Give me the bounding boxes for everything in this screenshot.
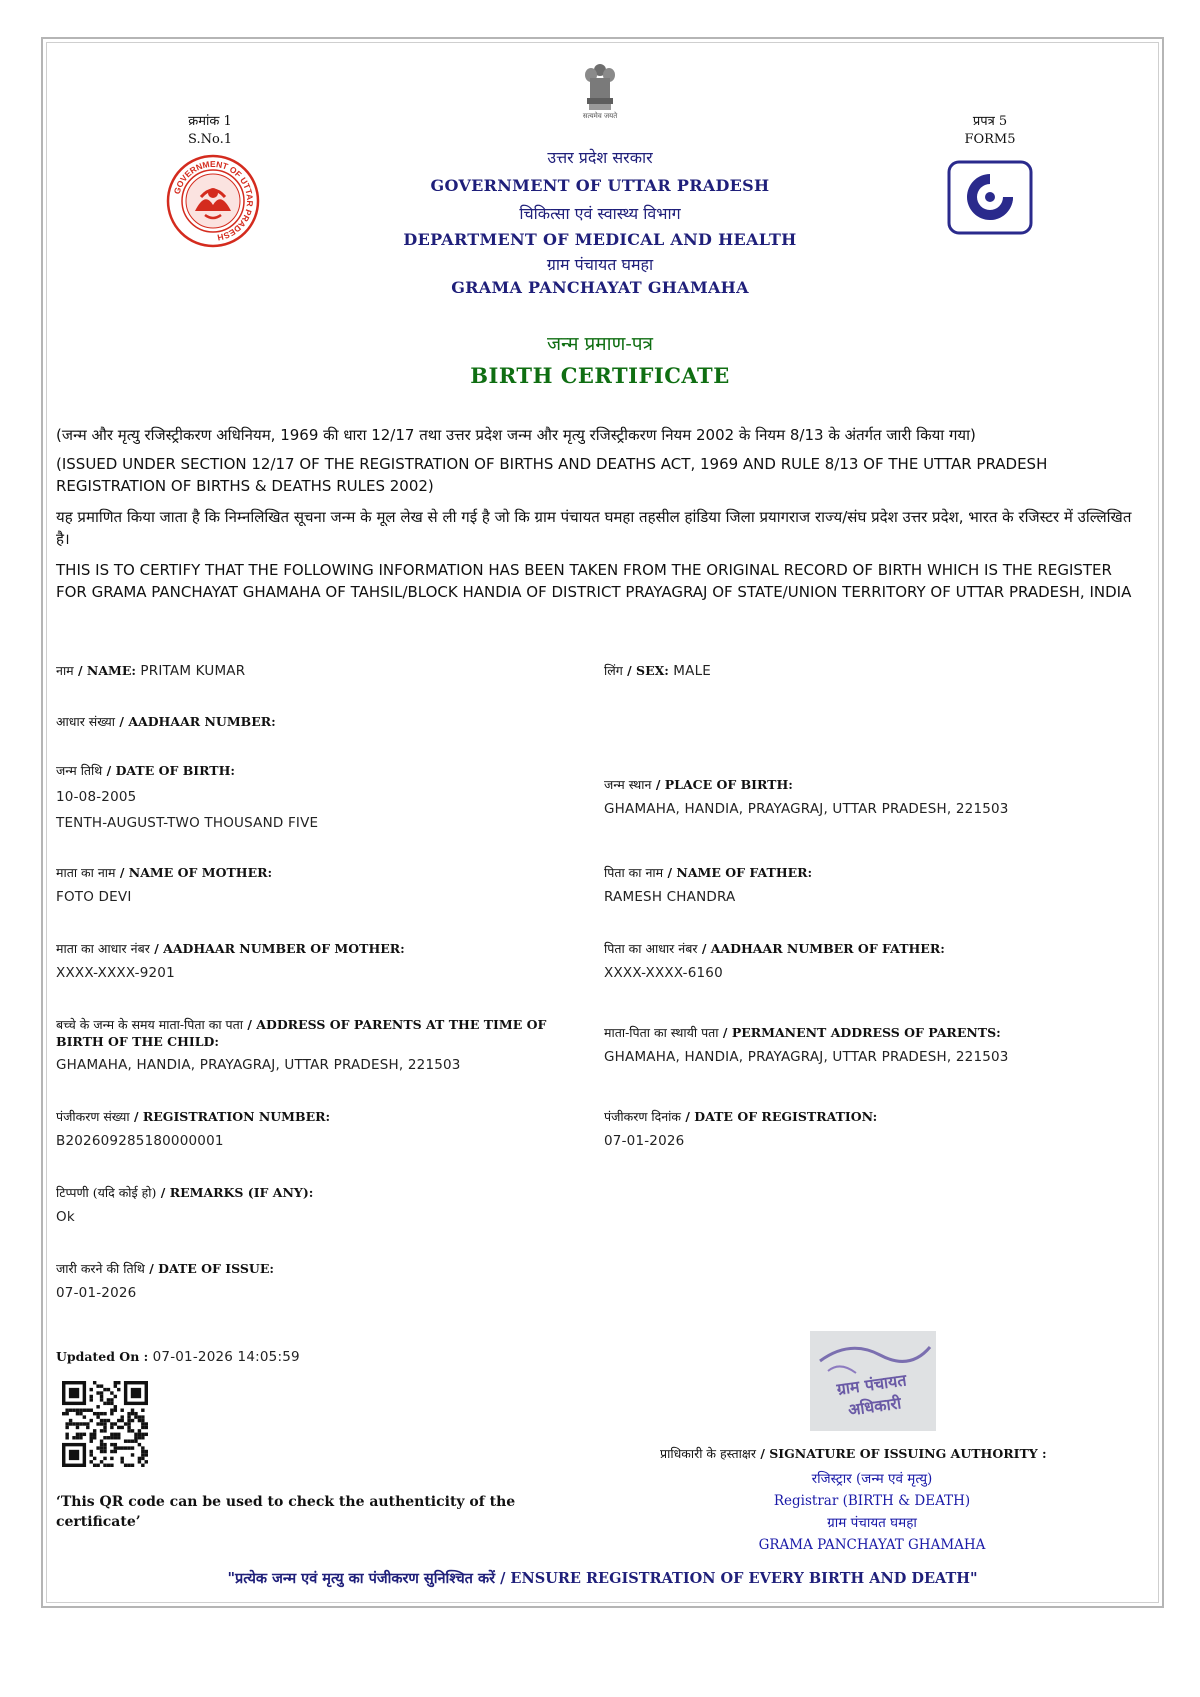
address-permanent-label: माता-पिता का स्थायी पता / PERMANENT ADDRESS OF PARENTS: [604, 1025, 1001, 1040]
name-label: नाम / NAME: PRITAM KUMAR [56, 663, 246, 679]
name-value: PRITAM KUMAR [140, 663, 246, 679]
address-birth-label: बच्चे के जन्म के समय माता-पिता का पता / ADDRESS OF PARENTS AT THE TIME OF BIRTH OF THE CHILD: [56, 1017, 547, 1049]
authority-line-1: रजिस्ट्रार (जन्म एवं मृत्यु) [811, 1471, 933, 1487]
signature-stamp [810, 1331, 936, 1431]
dob-value: 10-08-2005 [56, 789, 137, 805]
dob-words: TENTH-AUGUST-TWO THOUSAND FIVE [56, 815, 319, 831]
remarks-value: Ok [56, 1209, 75, 1225]
mother-aadhaar-value: XXXX-XXXX-9201 [56, 965, 175, 981]
pob-label: जन्म स्थान / PLACE OF BIRTH: [604, 777, 793, 792]
form-en: FORM5 [964, 132, 1016, 147]
certify-text-en: THIS IS TO CERTIFY THAT THE FOLLOWING INFORMATION HAS BEEN TAKEN FROM THE ORIGINAL RECORD OF BIRTH WHICH IS THE REGISTER FOR GRAMA PANCHAYAT GHAMAHA OF TAHSIL/BLOCK HANDIA OF DISTRICT PRAYAGRAJ OF STATE/UNION TERRITORY OF UTTAR PRADESH, INDIA [56, 561, 1132, 601]
remarks-label: टिप्पणी (यदि कोई हो) / REMARKS (IF ANY): [56, 1185, 314, 1200]
father-value: RAMESH CHANDRA [604, 889, 736, 905]
serial-hi: क्रमांक 1 [188, 114, 232, 129]
certificate-title-en: BIRTH CERTIFICATE [470, 363, 730, 388]
national-emblem-icon [580, 60, 620, 122]
authority-line-4: GRAMA PANCHAYAT GHAMAHA [758, 1537, 986, 1553]
dept-hi: चिकित्सा एवं स्वास्थ्य विभाग [519, 204, 681, 223]
dept-en: DEPARTMENT OF MEDICAL AND HEALTH [403, 230, 797, 249]
footer-slogan: "प्रत्येक जन्म एवं मृत्यु का पंजीकरण सुनिश्चित करें / ENSURE REGISTRATION OF EVERY BIRTH AND DEATH" [227, 1570, 978, 1587]
pob-value: GHAMAHA, HANDIA, PRAYAGRAJ, UTTAR PRADESH, 221503 [604, 801, 1009, 817]
issue-date-value: 07-01-2026 [56, 1285, 137, 1301]
reg-number-label: पंजीकरण संख्या / REGISTRATION NUMBER: [56, 1109, 331, 1124]
issued-under-en: (ISSUED UNDER SECTION 12/17 OF THE REGISTRATION OF BIRTHS AND DEATHS ACT, 1969 AND RULE 8/13 OF THE UTTAR PRADESH REGISTRATION OF BIRTHS & DEATHS RULES 2002) [56, 455, 1048, 495]
qr-note: ‘This QR code can be used to check the authenticity of the certificate’ [56, 1494, 516, 1530]
certify-text-hi: यह प्रमाणित किया जाता है कि निम्नलिखित सूचना जन्म के मूल लेख से ली गई है जो कि ग्राम पंचायत घमहा तहसील हांडिया जिला प्रयागराज राज्य/संघ प्रदेश उत्तर प्रदेश, भारत के रजिस्टर में उल्लिखित है। [56, 508, 1132, 548]
office-en: GRAMA PANCHAYAT GHAMAHA [451, 278, 749, 297]
mother-label: माता का नाम / NAME OF MOTHER: [56, 865, 273, 880]
up-seal-text: GOVERNMENT OF UTTAR PRADESH [171, 158, 256, 243]
serial-number [150, 113, 270, 149]
serial-en: S.No.1 [188, 132, 232, 147]
aadhaar-label: आधार संख्या / AADHAAR NUMBER: [56, 714, 276, 729]
authority-line-3: ग्राम पंचायत घमहा [827, 1515, 917, 1531]
updated-on-value: 07-01-2026 14:05:59 [152, 1349, 300, 1365]
qr-code[interactable] [62, 1381, 148, 1467]
emblem-caption: सत्यमेव जयते [582, 112, 618, 120]
reg-number-value: B202609285180000001 [56, 1133, 224, 1149]
authority-label: प्राधिकारी के हस्ताक्षर / SIGNATURE OF ISSUING AUTHORITY : [660, 1446, 1047, 1461]
sex-label: लिंग / SEX: MALE [604, 663, 712, 679]
authority-designation [700, 1468, 1044, 1556]
health-logo-icon [947, 160, 1033, 235]
sex-value: MALE [673, 663, 712, 679]
father-label: पिता का नाम / NAME OF FATHER: [604, 865, 813, 880]
issued-under-hi: (जन्म और मृत्यु रजिस्ट्रीकरण अधिनियम, 1969 की धारा 12/17 तथा उत्तर प्रदेश जन्म और मृत्यु रजिस्ट्रीकरण नियम 2002 के नियम 8/13 के अंतर्गत जारी किया गया) [56, 426, 976, 444]
updated-on-label: Updated On : [56, 1349, 149, 1364]
updated-on [56, 1349, 300, 1365]
gov-en: GOVERNMENT OF UTTAR PRADESH [430, 176, 770, 195]
form-number [930, 113, 1050, 149]
up-seal-logo [165, 153, 261, 249]
father-aadhaar-value: XXXX-XXXX-6160 [604, 965, 723, 981]
gov-hi: उत्तर प्रदेश सरकार [547, 148, 653, 167]
reg-date-value: 07-01-2026 [604, 1133, 685, 1149]
reg-date-label: पंजीकरण दिनांक / DATE OF REGISTRATION: [604, 1109, 878, 1124]
stamp-text: ग्राम पंचायत अधिकारी [835, 1370, 908, 1420]
mother-aadhaar-label: माता का आधार नंबर / AADHAAR NUMBER OF MOTHER: [56, 941, 405, 956]
issue-date-label: जारी करने की तिथि / DATE OF ISSUE: [56, 1261, 274, 1276]
mother-value: FOTO DEVI [56, 889, 132, 905]
address-permanent-value: GHAMAHA, HANDIA, PRAYAGRAJ, UTTAR PRADESH, 221503 [604, 1049, 1009, 1065]
certificate-title-hi: जन्म प्रमाण-पत्र [546, 333, 654, 355]
address-birth-value: GHAMAHA, HANDIA, PRAYAGRAJ, UTTAR PRADESH, 221503 [56, 1057, 461, 1073]
office-hi: ग्राम पंचायत घमहा [546, 255, 654, 274]
form-hi: प्रपत्र 5 [972, 114, 1008, 129]
dob-label: जन्म तिथि / DATE OF BIRTH: [56, 763, 236, 778]
father-aadhaar-label: पिता का आधार नंबर / AADHAAR NUMBER OF FATHER: [604, 941, 945, 956]
authority-line-2: Registrar (BIRTH & DEATH) [773, 1493, 971, 1509]
